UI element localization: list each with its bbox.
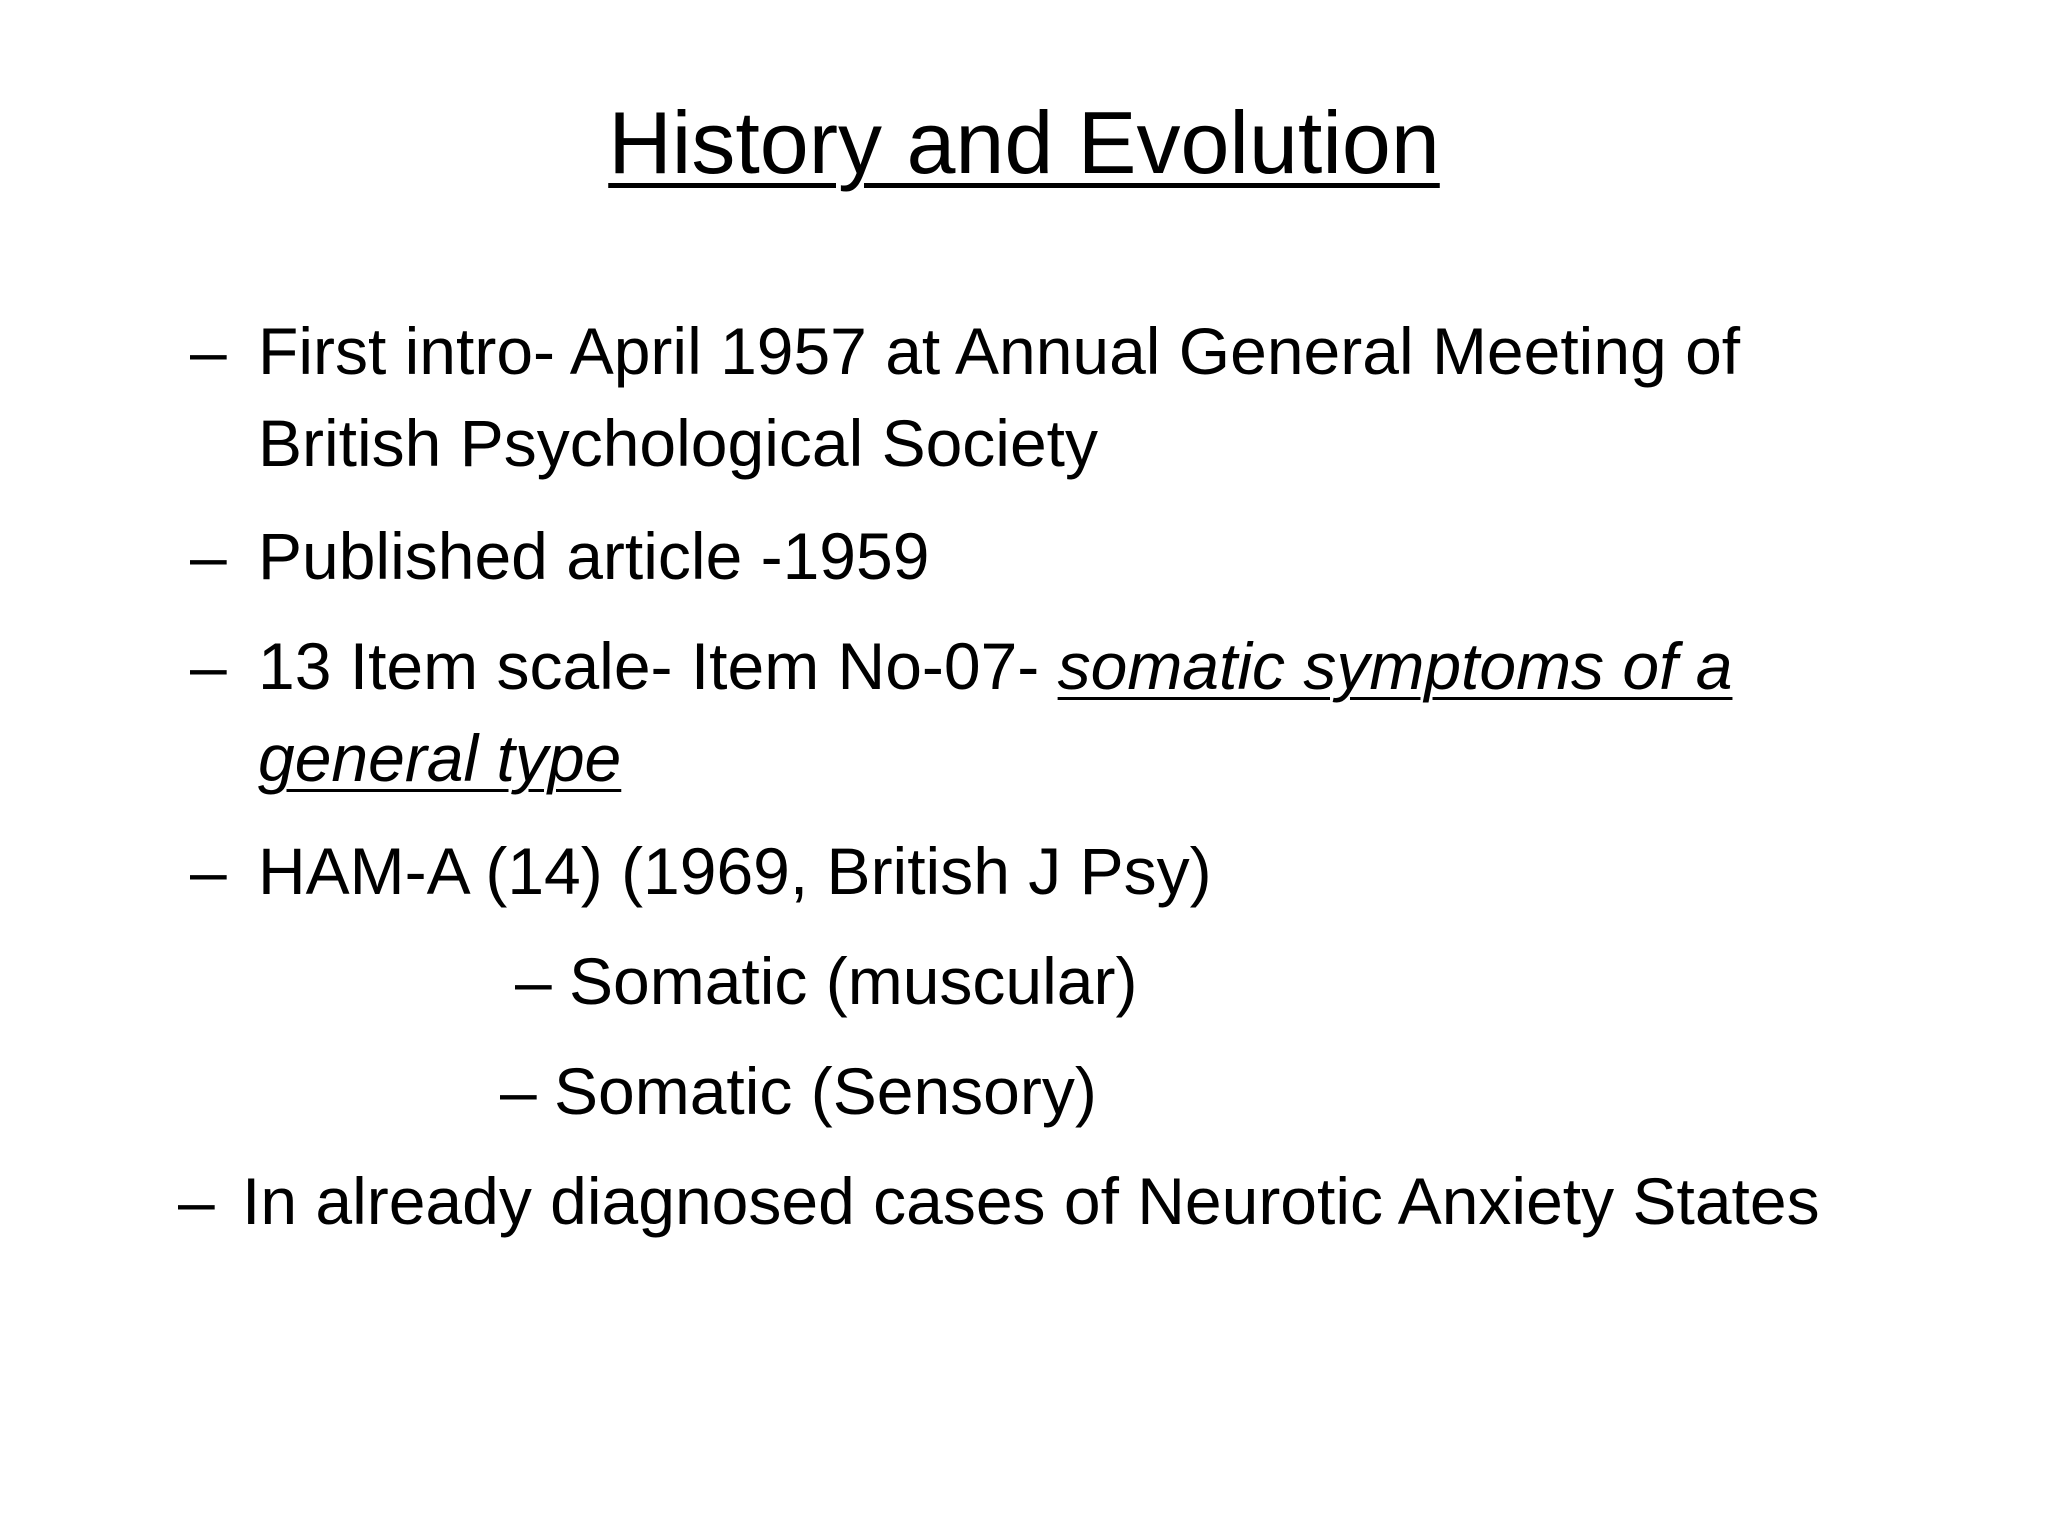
bullet-line: First intro- April 1957 at Annual General Meeting of [258, 314, 1741, 388]
slide-title [0, 88, 2048, 198]
bullet-text: In already diagnosed cases of Neurotic Anxiety States [242, 1164, 1820, 1238]
dash-marker: – [190, 834, 227, 908]
dash-marker: – [500, 1054, 537, 1128]
emphasis-text: somatic symptoms of a [1057, 629, 1733, 703]
bullet-text [258, 620, 1732, 804]
dash-marker: – [190, 629, 227, 703]
sub-item-text: Somatic (muscular) [569, 944, 1138, 1018]
sub-item-text: Somatic (Sensory) [554, 1054, 1097, 1128]
slide-title-text: History and Evolution [608, 93, 1440, 192]
dash-marker: – [515, 944, 552, 1018]
emphasis-text: general type [258, 721, 622, 795]
bullet-text: Published article -1959 [258, 519, 930, 593]
bullet-line: British Psychological Society [258, 406, 1099, 480]
dash-marker: – [190, 314, 227, 388]
bullet-prefix: 13 Item scale- Item No-07- [258, 629, 1058, 703]
dash-marker: – [190, 519, 227, 593]
bullet-text [258, 305, 1740, 489]
dash-marker: – [178, 1164, 215, 1238]
bullet-text: HAM-A (14) (1969, British J Psy) [258, 834, 1212, 908]
